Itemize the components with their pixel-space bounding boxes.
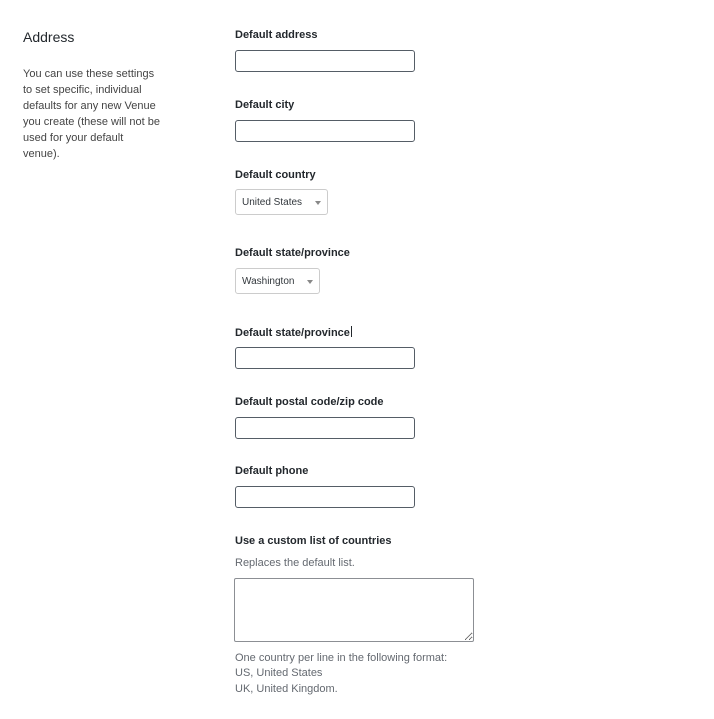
- custom-countries-help-line2: US, United States: [235, 667, 323, 679]
- default-state-select-label: Default state/province: [235, 247, 350, 259]
- default-city-input[interactable]: [235, 120, 415, 142]
- default-phone-input[interactable]: [235, 486, 415, 508]
- text-cursor: [351, 326, 352, 337]
- default-country-selected-value: United States: [242, 196, 303, 208]
- section-title: Address: [23, 29, 75, 45]
- default-country-select[interactable]: [235, 189, 328, 215]
- default-city-label: Default city: [235, 99, 295, 111]
- chevron-down-icon: [315, 201, 321, 205]
- custom-countries-help-line3: UK, United Kingdom.: [235, 683, 338, 695]
- default-phone-label: Default phone: [235, 465, 309, 477]
- custom-countries-label: Use a custom list of countries: [235, 535, 392, 547]
- default-postal-label: Default postal code/zip code: [235, 396, 384, 408]
- default-country-label: Default country: [235, 169, 316, 181]
- default-state-text-input[interactable]: [235, 347, 415, 369]
- default-state-text-label: Default state/province: [235, 327, 350, 339]
- default-address-label: Default address: [235, 29, 318, 41]
- custom-countries-help-line1: One country per line in the following format:: [235, 652, 448, 664]
- default-state-select[interactable]: [235, 268, 320, 294]
- default-address-input[interactable]: [235, 50, 415, 72]
- custom-countries-subtitle: Replaces the default list.: [235, 557, 355, 569]
- chevron-down-icon: [307, 280, 313, 284]
- default-state-text-label-row: [235, 326, 352, 339]
- default-state-selected-value: Washington: [242, 275, 295, 287]
- default-postal-input[interactable]: [235, 417, 415, 439]
- custom-countries-textarea[interactable]: [234, 578, 474, 642]
- section-description: You can use these settings to set specific, individual defaults for any new Venue you create (these will not be used for your default venue).: [23, 68, 160, 160]
